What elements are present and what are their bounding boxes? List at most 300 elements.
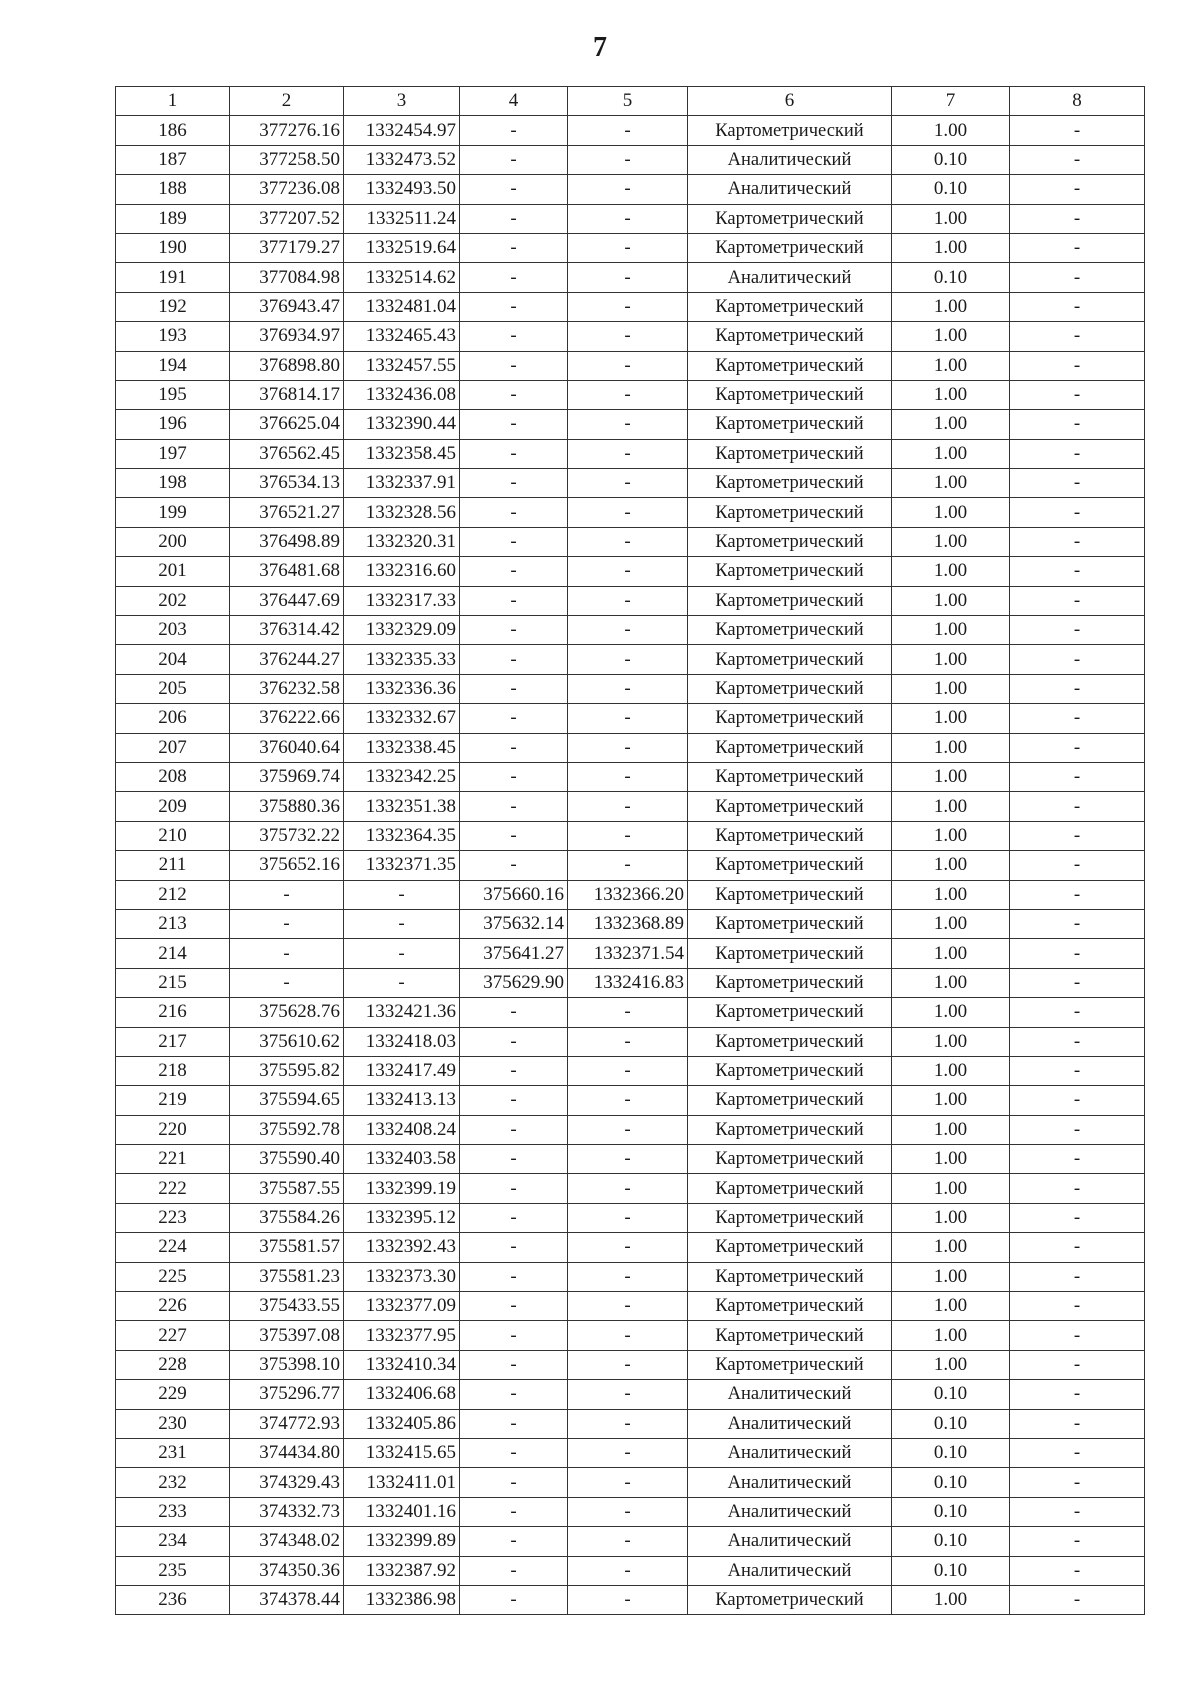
- method-cell: Аналитический: [688, 1556, 892, 1585]
- x-cell: 374329.43: [230, 1468, 344, 1497]
- x-cell: 376534.13: [230, 469, 344, 498]
- y-new-cell: -: [568, 527, 688, 556]
- y-cell: 1332377.09: [344, 1292, 460, 1321]
- description-cell: -: [1010, 586, 1145, 615]
- x-new-cell: -: [460, 439, 568, 468]
- y-cell: 1332336.36: [344, 674, 460, 703]
- x-new-cell: 375641.27: [460, 939, 568, 968]
- x-new-cell: -: [460, 1497, 568, 1526]
- point-number-cell: 227: [116, 1321, 230, 1350]
- point-number-cell: 220: [116, 1115, 230, 1144]
- y-new-cell: -: [568, 1292, 688, 1321]
- description-cell: -: [1010, 1585, 1145, 1614]
- point-number-cell: 217: [116, 1027, 230, 1056]
- accuracy-cell: 1.00: [892, 322, 1010, 351]
- point-number-cell: 226: [116, 1292, 230, 1321]
- accuracy-cell: 1.00: [892, 704, 1010, 733]
- y-cell: 1332421.36: [344, 998, 460, 1027]
- y-cell: 1332405.86: [344, 1409, 460, 1438]
- y-cell: 1332410.34: [344, 1350, 460, 1379]
- table-row: [116, 175, 1145, 204]
- description-cell: -: [1010, 145, 1145, 174]
- y-new-cell: -: [568, 1585, 688, 1614]
- method-cell: Картометрический: [688, 1350, 892, 1379]
- table-row: [116, 1468, 1145, 1497]
- y-cell: 1332519.64: [344, 233, 460, 262]
- y-cell: 1332317.33: [344, 586, 460, 615]
- y-new-cell: -: [568, 821, 688, 850]
- table-row: [116, 1056, 1145, 1085]
- x-cell: 374772.93: [230, 1409, 344, 1438]
- y-new-cell: -: [568, 1056, 688, 1085]
- point-number-cell: 221: [116, 1145, 230, 1174]
- y-cell: 1332316.60: [344, 557, 460, 586]
- point-number-cell: 198: [116, 469, 230, 498]
- table-header-row: [116, 87, 1145, 116]
- x-cell: 375732.22: [230, 821, 344, 850]
- accuracy-cell: 1.00: [892, 851, 1010, 880]
- x-cell: 375628.76: [230, 998, 344, 1027]
- y-cell: 1332332.67: [344, 704, 460, 733]
- x-new-cell: -: [460, 821, 568, 850]
- y-cell: 1332493.50: [344, 175, 460, 204]
- point-number-cell: 233: [116, 1497, 230, 1526]
- accuracy-cell: 1.00: [892, 674, 1010, 703]
- description-cell: -: [1010, 204, 1145, 233]
- point-number-cell: 199: [116, 498, 230, 527]
- description-cell: -: [1010, 1145, 1145, 1174]
- table-row: [116, 674, 1145, 703]
- description-cell: -: [1010, 1409, 1145, 1438]
- x-new-cell: -: [460, 1027, 568, 1056]
- x-new-cell: -: [460, 233, 568, 262]
- method-cell: Картометрический: [688, 968, 892, 997]
- point-number-cell: 194: [116, 351, 230, 380]
- description-cell: -: [1010, 263, 1145, 292]
- y-cell: 1332415.65: [344, 1438, 460, 1467]
- point-number-cell: 223: [116, 1203, 230, 1232]
- point-number-cell: 205: [116, 674, 230, 703]
- x-cell: 376943.47: [230, 292, 344, 321]
- table-row: [116, 851, 1145, 880]
- y-new-cell: -: [568, 1115, 688, 1144]
- x-cell: 376040.64: [230, 733, 344, 762]
- point-number-cell: 188: [116, 175, 230, 204]
- y-new-cell: -: [568, 1497, 688, 1526]
- x-new-cell: -: [460, 1585, 568, 1614]
- point-number-cell: 231: [116, 1438, 230, 1467]
- x-cell: 375584.26: [230, 1203, 344, 1232]
- table-body: [116, 116, 1145, 1615]
- table-row: [116, 204, 1145, 233]
- table-row: [116, 1233, 1145, 1262]
- y-cell: 1332390.44: [344, 410, 460, 439]
- accuracy-cell: 1.00: [892, 1086, 1010, 1115]
- y-new-cell: -: [568, 439, 688, 468]
- point-number-cell: 209: [116, 792, 230, 821]
- method-cell: Картометрический: [688, 557, 892, 586]
- y-new-cell: -: [568, 998, 688, 1027]
- x-new-cell: -: [460, 1292, 568, 1321]
- x-new-cell: -: [460, 1145, 568, 1174]
- table-row: [116, 469, 1145, 498]
- x-new-cell: 375632.14: [460, 909, 568, 938]
- table-row: [116, 380, 1145, 409]
- point-number-cell: 213: [116, 909, 230, 938]
- table-row: [116, 1409, 1145, 1438]
- x-new-cell: -: [460, 851, 568, 880]
- y-cell: 1332335.33: [344, 645, 460, 674]
- x-new-cell: -: [460, 292, 568, 321]
- y-cell: 1332364.35: [344, 821, 460, 850]
- x-new-cell: 375660.16: [460, 880, 568, 909]
- x-new-cell: -: [460, 1203, 568, 1232]
- table-row: [116, 1203, 1145, 1232]
- point-number-cell: 211: [116, 851, 230, 880]
- accuracy-cell: 1.00: [892, 1350, 1010, 1379]
- x-cell: 375652.16: [230, 851, 344, 880]
- description-cell: -: [1010, 1380, 1145, 1409]
- y-new-cell: -: [568, 292, 688, 321]
- accuracy-cell: 1.00: [892, 880, 1010, 909]
- method-cell: Картометрический: [688, 1203, 892, 1232]
- description-cell: -: [1010, 762, 1145, 791]
- column-header: 1: [116, 87, 230, 116]
- y-cell: 1332406.68: [344, 1380, 460, 1409]
- table-row: [116, 645, 1145, 674]
- method-cell: Аналитический: [688, 145, 892, 174]
- accuracy-cell: 1.00: [892, 998, 1010, 1027]
- description-cell: -: [1010, 1027, 1145, 1056]
- description-cell: -: [1010, 175, 1145, 204]
- point-number-cell: 191: [116, 263, 230, 292]
- point-number-cell: 193: [116, 322, 230, 351]
- x-cell: 376814.17: [230, 380, 344, 409]
- method-cell: Аналитический: [688, 175, 892, 204]
- y-cell: 1332329.09: [344, 616, 460, 645]
- y-new-cell: 1332416.83: [568, 968, 688, 997]
- x-cell: -: [230, 880, 344, 909]
- table-row: [116, 1438, 1145, 1467]
- y-cell: 1332342.25: [344, 762, 460, 791]
- y-new-cell: -: [568, 1527, 688, 1556]
- y-cell: 1332408.24: [344, 1115, 460, 1144]
- x-new-cell: -: [460, 1233, 568, 1262]
- accuracy-cell: 1.00: [892, 557, 1010, 586]
- page-number: 7: [593, 32, 607, 63]
- x-cell: 377207.52: [230, 204, 344, 233]
- accuracy-cell: 1.00: [892, 1174, 1010, 1203]
- point-number-cell: 186: [116, 116, 230, 145]
- description-cell: -: [1010, 498, 1145, 527]
- x-new-cell: -: [460, 704, 568, 733]
- point-number-cell: 195: [116, 380, 230, 409]
- y-cell: 1332401.16: [344, 1497, 460, 1526]
- x-new-cell: -: [460, 322, 568, 351]
- accuracy-cell: 0.10: [892, 1438, 1010, 1467]
- point-number-cell: 190: [116, 233, 230, 262]
- x-new-cell: -: [460, 263, 568, 292]
- y-new-cell: -: [568, 1145, 688, 1174]
- x-cell: 374378.44: [230, 1585, 344, 1614]
- y-cell: 1332411.01: [344, 1468, 460, 1497]
- x-new-cell: -: [460, 586, 568, 615]
- y-new-cell: -: [568, 1556, 688, 1585]
- y-cell: 1332413.13: [344, 1086, 460, 1115]
- description-cell: -: [1010, 527, 1145, 556]
- table-row: [116, 733, 1145, 762]
- point-number-cell: 206: [116, 704, 230, 733]
- x-cell: 375590.40: [230, 1145, 344, 1174]
- point-number-cell: 229: [116, 1380, 230, 1409]
- y-new-cell: -: [568, 410, 688, 439]
- method-cell: Картометрический: [688, 1174, 892, 1203]
- table-row: [116, 1262, 1145, 1291]
- description-cell: -: [1010, 1556, 1145, 1585]
- x-new-cell: -: [460, 527, 568, 556]
- column-header: 8: [1010, 87, 1145, 116]
- x-new-cell: -: [460, 1556, 568, 1585]
- point-number-cell: 236: [116, 1585, 230, 1614]
- table-row: [116, 1556, 1145, 1585]
- method-cell: Картометрический: [688, 733, 892, 762]
- y-cell: 1332328.56: [344, 498, 460, 527]
- table-row: [116, 439, 1145, 468]
- y-cell: 1332337.91: [344, 469, 460, 498]
- method-cell: Картометрический: [688, 204, 892, 233]
- y-cell: 1332403.58: [344, 1145, 460, 1174]
- description-cell: -: [1010, 968, 1145, 997]
- description-cell: -: [1010, 1262, 1145, 1291]
- description-cell: -: [1010, 469, 1145, 498]
- method-cell: Картометрический: [688, 1115, 892, 1144]
- table-row: [116, 527, 1145, 556]
- table-row: [116, 116, 1145, 145]
- y-new-cell: -: [568, 1438, 688, 1467]
- y-new-cell: -: [568, 704, 688, 733]
- x-new-cell: -: [460, 1438, 568, 1467]
- method-cell: Аналитический: [688, 1497, 892, 1526]
- accuracy-cell: 1.00: [892, 410, 1010, 439]
- y-new-cell: -: [568, 1203, 688, 1232]
- point-number-cell: 230: [116, 1409, 230, 1438]
- table-row: [116, 586, 1145, 615]
- point-number-cell: 228: [116, 1350, 230, 1379]
- accuracy-cell: 1.00: [892, 939, 1010, 968]
- y-cell: 1332371.35: [344, 851, 460, 880]
- x-cell: -: [230, 939, 344, 968]
- x-new-cell: -: [460, 557, 568, 586]
- table-row: [116, 1585, 1145, 1614]
- table-row: [116, 1350, 1145, 1379]
- table-row: [116, 233, 1145, 262]
- y-new-cell: 1332368.89: [568, 909, 688, 938]
- x-cell: 375433.55: [230, 1292, 344, 1321]
- x-cell: 376498.89: [230, 527, 344, 556]
- x-cell: 376314.42: [230, 616, 344, 645]
- method-cell: Аналитический: [688, 1380, 892, 1409]
- method-cell: Аналитический: [688, 1468, 892, 1497]
- accuracy-cell: 1.00: [892, 616, 1010, 645]
- description-cell: -: [1010, 1174, 1145, 1203]
- description-cell: -: [1010, 998, 1145, 1027]
- description-cell: -: [1010, 1233, 1145, 1262]
- accuracy-cell: 1.00: [892, 586, 1010, 615]
- y-cell: 1332514.62: [344, 263, 460, 292]
- y-new-cell: -: [568, 616, 688, 645]
- y-new-cell: -: [568, 645, 688, 674]
- method-cell: Картометрический: [688, 1262, 892, 1291]
- x-cell: -: [230, 909, 344, 938]
- point-number-cell: 232: [116, 1468, 230, 1497]
- point-number-cell: 189: [116, 204, 230, 233]
- description-cell: -: [1010, 380, 1145, 409]
- x-cell: 374332.73: [230, 1497, 344, 1526]
- point-number-cell: 187: [116, 145, 230, 174]
- y-cell: -: [344, 968, 460, 997]
- accuracy-cell: 0.10: [892, 1380, 1010, 1409]
- y-cell: -: [344, 880, 460, 909]
- y-new-cell: -: [568, 1027, 688, 1056]
- y-new-cell: -: [568, 674, 688, 703]
- point-number-cell: 225: [116, 1262, 230, 1291]
- point-number-cell: 216: [116, 998, 230, 1027]
- x-new-cell: -: [460, 380, 568, 409]
- column-header: 4: [460, 87, 568, 116]
- y-new-cell: -: [568, 469, 688, 498]
- point-number-cell: 235: [116, 1556, 230, 1585]
- x-cell: 376625.04: [230, 410, 344, 439]
- accuracy-cell: 1.00: [892, 762, 1010, 791]
- x-cell: 375581.23: [230, 1262, 344, 1291]
- method-cell: Картометрический: [688, 233, 892, 262]
- description-cell: -: [1010, 116, 1145, 145]
- x-cell: -: [230, 968, 344, 997]
- column-header: 3: [344, 87, 460, 116]
- description-cell: -: [1010, 1438, 1145, 1467]
- y-new-cell: -: [568, 1380, 688, 1409]
- accuracy-cell: 0.10: [892, 1468, 1010, 1497]
- y-new-cell: -: [568, 1086, 688, 1115]
- accuracy-cell: 0.10: [892, 1497, 1010, 1526]
- table-row: [116, 1497, 1145, 1526]
- point-number-cell: 203: [116, 616, 230, 645]
- point-number-cell: 200: [116, 527, 230, 556]
- method-cell: Картометрический: [688, 1027, 892, 1056]
- method-cell: Картометрический: [688, 586, 892, 615]
- description-cell: -: [1010, 1115, 1145, 1144]
- point-number-cell: 197: [116, 439, 230, 468]
- method-cell: Картометрический: [688, 527, 892, 556]
- description-cell: -: [1010, 1203, 1145, 1232]
- accuracy-cell: 1.00: [892, 1203, 1010, 1232]
- table-row: [116, 322, 1145, 351]
- description-cell: -: [1010, 645, 1145, 674]
- y-cell: 1332465.43: [344, 322, 460, 351]
- method-cell: Картометрический: [688, 1292, 892, 1321]
- y-cell: 1332417.49: [344, 1056, 460, 1085]
- table-row: [116, 939, 1145, 968]
- column-header: 2: [230, 87, 344, 116]
- y-new-cell: 1332366.20: [568, 880, 688, 909]
- y-new-cell: 1332371.54: [568, 939, 688, 968]
- x-new-cell: 375629.90: [460, 968, 568, 997]
- y-cell: 1332386.98: [344, 1585, 460, 1614]
- accuracy-cell: 1.00: [892, 1233, 1010, 1262]
- y-cell: 1332392.43: [344, 1233, 460, 1262]
- y-cell: 1332387.92: [344, 1556, 460, 1585]
- method-cell: Картометрический: [688, 645, 892, 674]
- y-new-cell: -: [568, 498, 688, 527]
- table-row: [116, 909, 1145, 938]
- method-cell: Картометрический: [688, 939, 892, 968]
- method-cell: Картометрический: [688, 1056, 892, 1085]
- x-cell: 376898.80: [230, 351, 344, 380]
- accuracy-cell: 0.10: [892, 1556, 1010, 1585]
- accuracy-cell: 1.00: [892, 204, 1010, 233]
- x-new-cell: -: [460, 116, 568, 145]
- x-new-cell: -: [460, 733, 568, 762]
- point-number-cell: 202: [116, 586, 230, 615]
- description-cell: -: [1010, 851, 1145, 880]
- x-new-cell: -: [460, 1115, 568, 1144]
- y-cell: 1332399.89: [344, 1527, 460, 1556]
- x-new-cell: -: [460, 762, 568, 791]
- x-new-cell: -: [460, 1321, 568, 1350]
- method-cell: Картометрический: [688, 704, 892, 733]
- table-row: [116, 1380, 1145, 1409]
- table-row: [116, 498, 1145, 527]
- method-cell: Картометрический: [688, 439, 892, 468]
- method-cell: Картометрический: [688, 292, 892, 321]
- table-row: [116, 821, 1145, 850]
- accuracy-cell: 1.00: [892, 292, 1010, 321]
- x-cell: 375592.78: [230, 1115, 344, 1144]
- y-cell: 1332338.45: [344, 733, 460, 762]
- x-new-cell: -: [460, 645, 568, 674]
- accuracy-cell: 0.10: [892, 175, 1010, 204]
- y-new-cell: -: [568, 1321, 688, 1350]
- accuracy-cell: 1.00: [892, 1321, 1010, 1350]
- column-header: 7: [892, 87, 1010, 116]
- y-cell: -: [344, 909, 460, 938]
- x-cell: 374434.80: [230, 1438, 344, 1467]
- method-cell: Картометрический: [688, 351, 892, 380]
- method-cell: Картометрический: [688, 410, 892, 439]
- x-new-cell: -: [460, 1174, 568, 1203]
- x-cell: 375610.62: [230, 1027, 344, 1056]
- point-number-cell: 201: [116, 557, 230, 586]
- y-new-cell: -: [568, 586, 688, 615]
- table-row: [116, 1292, 1145, 1321]
- y-new-cell: -: [568, 380, 688, 409]
- method-cell: Аналитический: [688, 1409, 892, 1438]
- y-cell: 1332418.03: [344, 1027, 460, 1056]
- x-new-cell: -: [460, 145, 568, 174]
- table-row: [116, 762, 1145, 791]
- description-cell: -: [1010, 1086, 1145, 1115]
- x-new-cell: -: [460, 204, 568, 233]
- column-header: 5: [568, 87, 688, 116]
- accuracy-cell: 1.00: [892, 1056, 1010, 1085]
- x-cell: 374350.36: [230, 1556, 344, 1585]
- x-new-cell: -: [460, 1056, 568, 1085]
- point-number-cell: 207: [116, 733, 230, 762]
- table-row: [116, 880, 1145, 909]
- table-row: [116, 1086, 1145, 1115]
- y-cell: 1332454.97: [344, 116, 460, 145]
- method-cell: Картометрический: [688, 909, 892, 938]
